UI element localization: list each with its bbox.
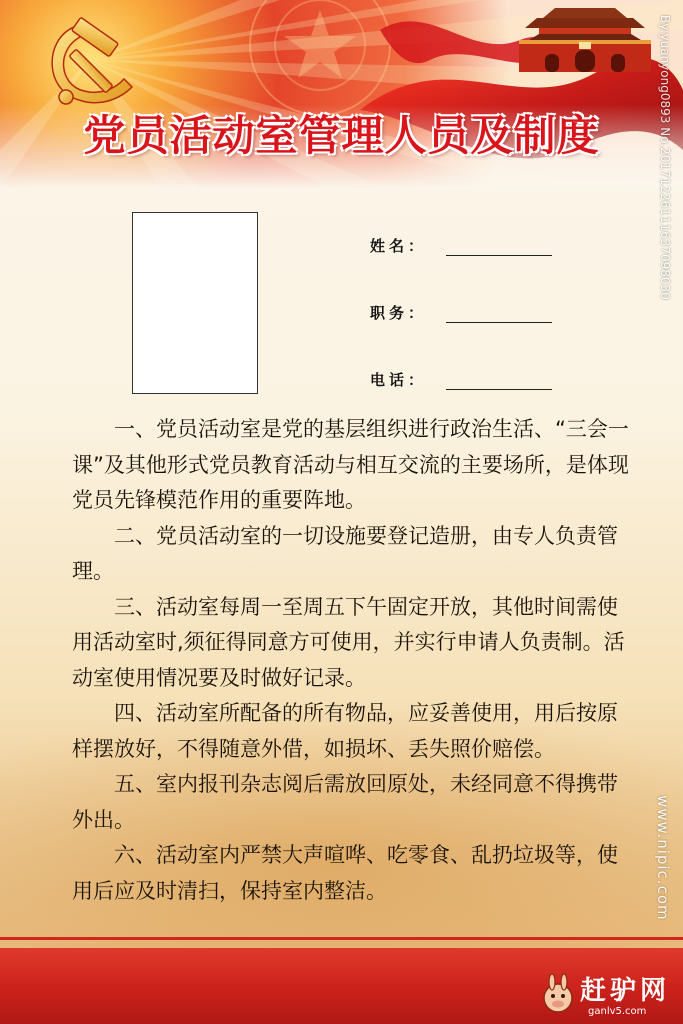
footer-divider bbox=[0, 937, 683, 940]
rule-item: 二、党员活动室的一切设施要登记造册，由专人负责管理。 bbox=[72, 523, 618, 583]
tiananmen-gate-icon bbox=[515, 4, 655, 76]
rules-list bbox=[72, 412, 632, 909]
name-label: 姓名： bbox=[370, 237, 428, 255]
logo-text: 赶驴网 bbox=[580, 976, 671, 1006]
rule-item: 一、党员活动室是党的基层组织进行政治生活、“三会一课”及其他形式党员教育活动与相互交流的主要场所，是体现党员先锋模范作用的重要阵地。 bbox=[72, 417, 629, 512]
position-field bbox=[370, 302, 570, 328]
rule-item: 六、活动室内严禁大声喧哗、吃零食、乱扔垃圾等，使用后应及时清扫，保持室内整洁。 bbox=[72, 843, 618, 903]
position-label: 职务： bbox=[370, 304, 428, 322]
name-field bbox=[370, 235, 570, 261]
phone-label: 电话： bbox=[370, 371, 428, 389]
name-blank-line bbox=[446, 255, 552, 256]
rule-item: 五、室内报刊杂志阅后需放回原处，未经同意不得携带外出。 bbox=[72, 772, 618, 832]
rule-item: 四、活动室所配备的所有物品，应妥善使用，用后按原样摆放好，不得随意外借，如损坏、丢失照价赔偿。 bbox=[72, 701, 618, 761]
header-banner bbox=[0, 0, 683, 190]
logo-url: ganlv5.com bbox=[588, 1006, 647, 1017]
side-watermark: By:yuanyong0893 No.20171226111637098030 bbox=[658, 15, 672, 300]
page-title: 党员活动室管理人员及制度 bbox=[83, 111, 600, 160]
position-blank-line bbox=[446, 322, 552, 323]
site-watermark: www.nipic.com bbox=[654, 795, 672, 921]
phone-field bbox=[370, 369, 570, 395]
hammer-sickle-emblem-icon bbox=[34, 15, 144, 115]
rule-item: 三、活动室每周一至周五下午固定开放，其他时间需使用活动室时,须征得同意方可使用，并实行申请人负责制。活动室使用情况要及时做好记录。 bbox=[72, 594, 625, 690]
phone-blank-line bbox=[446, 389, 552, 390]
photo-placeholder bbox=[132, 212, 258, 394]
